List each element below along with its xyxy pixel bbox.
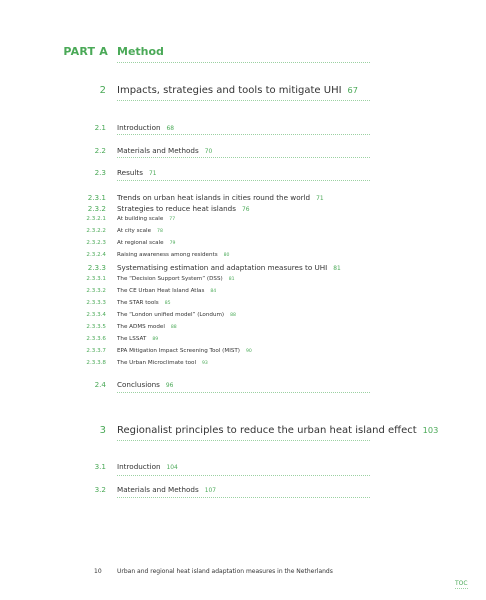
- entry-title: Raising awareness among residents 80: [117, 252, 230, 258]
- entry-number: 2.3: [94, 168, 106, 177]
- entry-title: Introduction 68: [117, 123, 175, 132]
- entry-title: The LSSAT 89: [117, 336, 159, 342]
- entry-title: Trends on urban heat islands in cities round the world 71: [117, 193, 324, 202]
- divider: [117, 157, 370, 158]
- entry-page: 81: [333, 266, 341, 272]
- entry-number: 2.3.3.8: [86, 360, 106, 366]
- entry-page: 84: [210, 289, 217, 294]
- entry-number: 2.3.2.1: [86, 216, 106, 222]
- entry-title: Introduction 104: [117, 462, 178, 471]
- entry-title: The ADMS model 88: [117, 324, 177, 330]
- entry-page: 107: [204, 488, 216, 494]
- entry-title: Systematising estimation and adaptation measures to UHI 81: [117, 263, 341, 272]
- divider: [117, 392, 370, 393]
- entry-number: 2.1: [94, 123, 106, 132]
- entry-page: 89: [152, 337, 159, 342]
- entry-page: 79: [169, 241, 176, 246]
- entry-title: Materials and Methods 70: [117, 146, 213, 155]
- toc-link[interactable]: TOC: [455, 580, 468, 587]
- entry-title: Conclusions 96: [117, 380, 174, 389]
- entry-page: 80: [223, 253, 230, 258]
- divider: [117, 134, 370, 135]
- entry-number: 2.3.2.2: [86, 228, 106, 234]
- entry-number: 2.2: [94, 146, 106, 155]
- entry-page: 71: [148, 171, 157, 177]
- entry-page: 93: [202, 361, 208, 366]
- entry-title: The CE Urban Heat Island Atlas 84: [117, 288, 217, 294]
- entry-number: 3.1: [94, 462, 106, 471]
- entry-page: 67: [347, 85, 358, 95]
- entry-title: Strategies to reduce heat islands 76: [117, 204, 250, 213]
- entry-number: 2.3.1: [87, 193, 106, 202]
- divider: [117, 475, 370, 476]
- entry-page: 96: [165, 383, 174, 389]
- entry-title: At building scale 77: [117, 216, 176, 222]
- entry-title: Materials and Methods 107: [117, 485, 216, 494]
- entry-number: 2: [99, 85, 106, 96]
- entry-page: 71: [316, 196, 324, 202]
- divider: [117, 497, 370, 498]
- entry-number: 2.3.3.7: [86, 348, 106, 354]
- entry-number: 3.2: [94, 485, 106, 494]
- entry-number: 2.3.3.3: [86, 300, 106, 306]
- entry-page: 81: [228, 277, 235, 282]
- entry-number: 2.3.3.6: [86, 336, 106, 342]
- entry-number: 2.3.3.5: [86, 324, 106, 330]
- part-title: Method: [117, 45, 164, 58]
- entry-title: Impacts, strategies and tools to mitigate UHI 67: [117, 85, 358, 96]
- entry-page: 104: [166, 465, 178, 471]
- entry-page: 68: [166, 126, 175, 132]
- entry-page: 76: [241, 207, 250, 213]
- entry-number: 2.3.3: [87, 263, 106, 272]
- entry-number: 2.3.2.4: [86, 252, 106, 258]
- entry-number: 2.3.2: [87, 204, 106, 213]
- entry-number: 2.3.3.4: [86, 312, 106, 318]
- entry-title: EPA Mitigation Impact Screening Tool (MIST) 90: [117, 348, 252, 354]
- entry-title: At city scale 78: [117, 228, 163, 234]
- entry-page: 88: [230, 313, 236, 318]
- entry-page: 88: [170, 325, 177, 330]
- entry-title: The “Decision Support System” (DSS) 81: [117, 276, 235, 282]
- entry-number: 2.3.2.3: [86, 240, 106, 246]
- entry-title: The Urban Microclimate tool 93: [117, 360, 208, 366]
- divider: [117, 62, 370, 63]
- part-label: PART A: [63, 45, 108, 58]
- entry-page: 103: [422, 425, 439, 435]
- page-number: 10: [94, 568, 102, 575]
- entry-page: 85: [164, 301, 171, 306]
- running-footer: Urban and regional heat island adaptation measures in the Netherlands: [117, 568, 333, 575]
- entry-page: 77: [169, 217, 176, 222]
- entry-title: The “London unified model” (Londum) 88: [117, 312, 236, 318]
- entry-number: 2.4: [94, 380, 106, 389]
- entry-title: Results 71: [117, 168, 157, 177]
- entry-title: The STAR tools 85: [117, 300, 171, 306]
- entry-number: 3: [99, 425, 106, 436]
- entry-title: Regionalist principles to reduce the urban heat island effect 103: [117, 425, 439, 436]
- entry-number: 2.3.3.1: [86, 276, 106, 282]
- divider: [117, 180, 370, 181]
- entry-title: At regional scale 79: [117, 240, 176, 246]
- divider: [117, 100, 370, 101]
- entry-page: 70: [204, 149, 213, 155]
- entry-page: 90: [246, 349, 252, 354]
- entry-page: 78: [157, 229, 163, 234]
- divider: [117, 440, 370, 441]
- entry-number: 2.3.3.2: [86, 288, 106, 294]
